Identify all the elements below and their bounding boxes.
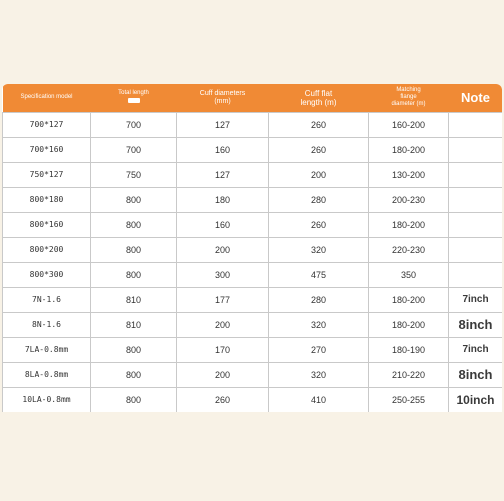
header-total-length: Total length [91,84,177,112]
cell-flat: 320 [269,237,369,262]
cell-flange: 220-230 [369,237,449,262]
table-row [3,362,503,387]
cell-spec: 800*200 [3,237,91,262]
cell-flange: 180-200 [369,287,449,312]
cell-diam: 200 [177,237,269,262]
cell-flat: 320 [269,362,369,387]
cell-diam: 300 [177,262,269,287]
cell-total: 800 [91,262,177,287]
cell-spec: 800*160 [3,212,91,237]
table-row [3,237,503,262]
cell-flange: 180-200 [369,212,449,237]
cell-flange: 180-200 [369,312,449,337]
cell-diam: 170 [177,337,269,362]
cell-flange: 160-200 [369,112,449,137]
cell-total: 800 [91,187,177,212]
cell-flat: 260 [269,112,369,137]
cell-total: 800 [91,387,177,412]
cell-spec: 750*127 [3,162,91,187]
header-spec: Specification model [20,94,73,101]
cell-note: 10inch [449,387,503,412]
header-cuff-flat-length: Cuff flat length (m) [300,88,337,107]
cell-flat: 280 [269,187,369,212]
cell-total: 810 [91,287,177,312]
cell-flat: 410 [269,387,369,412]
cell-note [449,212,503,237]
cell-flange: 350 [369,262,449,287]
cell-total: 800 [91,237,177,262]
cell-spec: 8N-1.6 [3,312,91,337]
table-row [3,162,503,187]
table-row [3,187,503,212]
table-row [3,137,503,162]
table-row [3,337,503,362]
cell-spec: 8LA-0.8mm [3,362,91,387]
spec-table [2,84,502,412]
cell-flat: 475 [269,262,369,287]
cell-total: 800 [91,212,177,237]
unit-label [128,98,140,103]
cell-total: 800 [91,362,177,387]
spec-table-container [2,84,502,412]
cell-diam: 260 [177,387,269,412]
cell-diam: 200 [177,362,269,387]
cell-diam: 177 [177,287,269,312]
cell-note [449,162,503,187]
cell-note [449,137,503,162]
cell-flat: 260 [269,137,369,162]
cell-diam: 160 [177,137,269,162]
cell-flat: 320 [269,312,369,337]
cell-flange: 210-220 [369,362,449,387]
cell-diam: 200 [177,312,269,337]
table-row [3,262,503,287]
cell-flat: 200 [269,162,369,187]
cell-note: 8inch [449,362,503,387]
table-row [3,312,503,337]
cell-note [449,262,503,287]
cell-total: 700 [91,112,177,137]
cell-flange: 200-230 [369,187,449,212]
cell-spec: 800*180 [3,187,91,212]
cell-total: 810 [91,312,177,337]
header-flange-diameter: Matching flange diameter (m) [391,87,426,108]
cell-total: 750 [91,162,177,187]
table-row [3,112,503,137]
cell-spec: 800*300 [3,262,91,287]
cell-flange: 250-255 [369,387,449,412]
table-row [3,287,503,312]
cell-flange: 180-200 [369,137,449,162]
cell-spec: 700*160 [3,137,91,162]
cell-note [449,237,503,262]
cell-note: 7inch [449,287,503,312]
cell-note: 7inch [449,337,503,362]
cell-spec: 7N-1.6 [3,287,91,312]
cell-diam: 160 [177,212,269,237]
table-body [3,112,503,412]
cell-diam: 127 [177,112,269,137]
table-header-row [3,84,503,112]
cell-spec: 10LA-0.8mm [3,387,91,412]
cell-spec: 7LA-0.8mm [3,337,91,362]
cell-spec: 700*127 [3,112,91,137]
cell-flange: 180-190 [369,337,449,362]
cell-note [449,187,503,212]
header-cuff-diameter: Cuff diameters (mm) [199,89,246,105]
table-row [3,212,503,237]
cell-note: 8inch [449,312,503,337]
table-row [3,387,503,412]
cell-diam: 180 [177,187,269,212]
cell-flat: 270 [269,337,369,362]
cell-total: 700 [91,137,177,162]
header-note: Note [461,90,490,106]
cell-flange: 130-200 [369,162,449,187]
cell-note [449,112,503,137]
cell-flat: 260 [269,212,369,237]
cell-flat: 280 [269,287,369,312]
cell-diam: 127 [177,162,269,187]
cell-total: 800 [91,337,177,362]
